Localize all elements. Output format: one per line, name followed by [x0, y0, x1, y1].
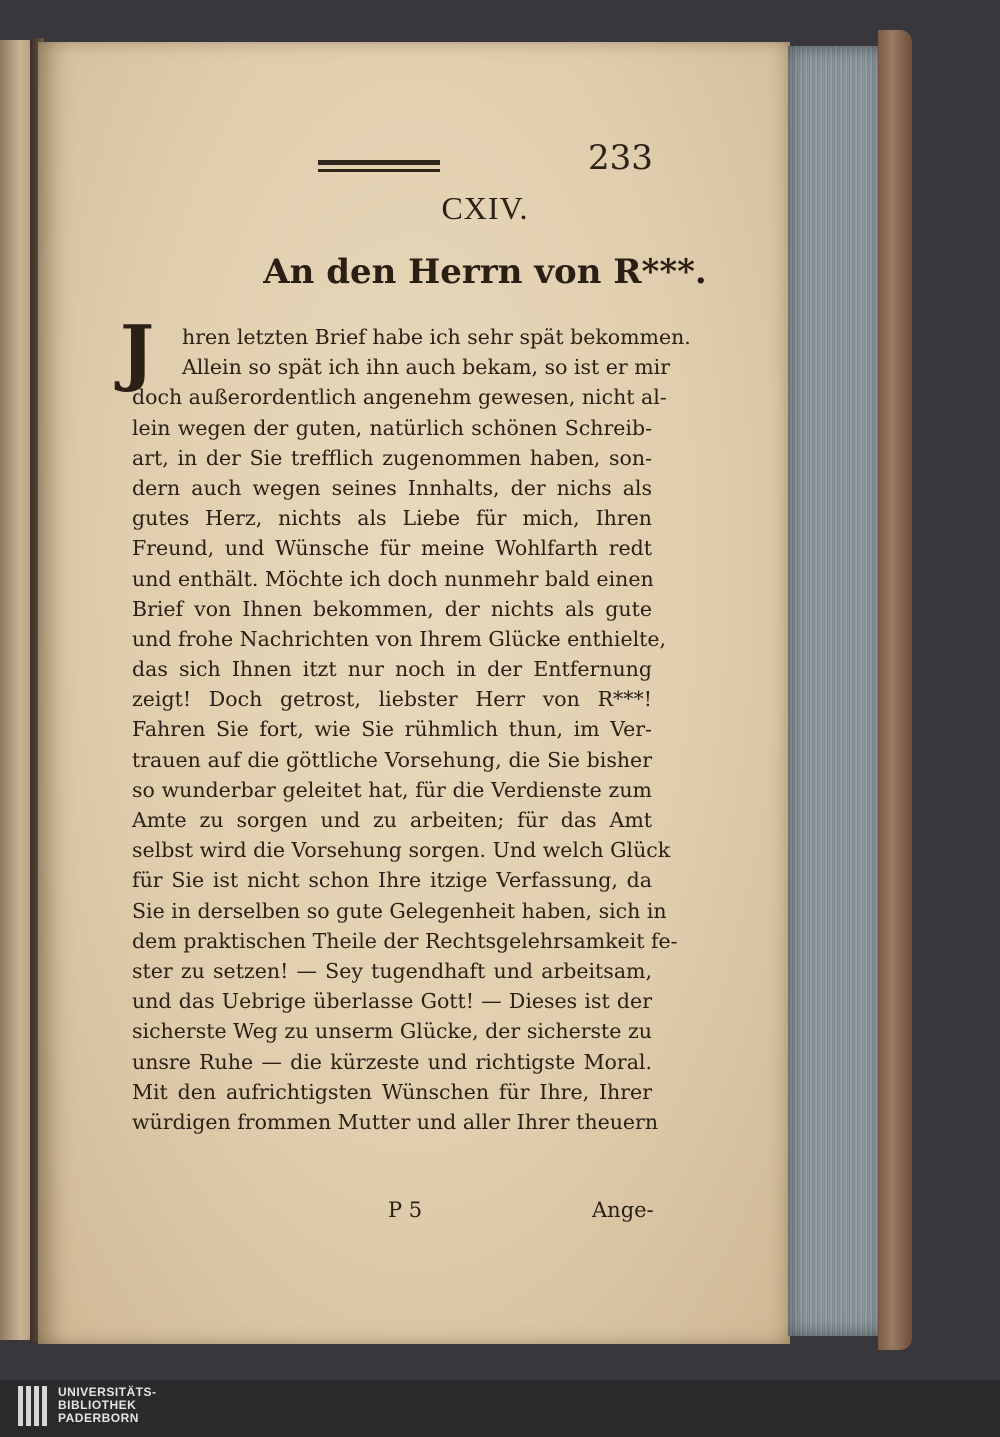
text-line: unsre Ruhe — die kürzeste und richtigste Moral.	[132, 1049, 652, 1074]
text-line: das sich Ihnen itzt nur noch in der Entfernung	[132, 657, 652, 682]
text-line: und das Uebrige überlasse Gott! — Dieses ist der	[132, 989, 652, 1014]
text-line: gutes Herz, nichts als Liebe für mich, Ihren	[132, 506, 652, 531]
text-line: hren letzten Brief habe ich sehr spät bekommen.	[182, 325, 691, 349]
text-line: Freund, und Wünsche für meine Wohlfarth redt	[132, 536, 652, 561]
text-line: Brief von Ihnen bekommen, der nichts als gute	[132, 596, 652, 621]
text-line: so wunderbar geleitet hat, für die Verdienste zum	[132, 777, 652, 802]
text-line: Amte zu sorgen und zu arbeiten; für das Amt	[132, 808, 652, 832]
text-line: selbst wird die Vorsehung sorgen. Und welch Glück	[132, 838, 671, 863]
text-line: für Sie ist nicht schon Ihre itzige Verfassung, da	[132, 868, 652, 893]
footer-bar	[0, 1380, 1000, 1437]
text-line: Mit den aufrichtigsten Wünschen für Ihre, Ihrer	[132, 1079, 652, 1104]
catchword: Ange-	[592, 1198, 654, 1222]
library-name-line: UNIVERSITÄTS-	[58, 1385, 157, 1399]
library-name-line: PADERBORN	[58, 1411, 139, 1425]
text-line: lein wegen der guten, natürlich schönen Schreib-	[132, 415, 652, 440]
text-line: dem praktischen Theile der Rechtsgelehrsamkeit fe-	[132, 928, 678, 953]
letter-heading: An den Herrn von R***.	[263, 252, 707, 292]
text-line: und enthält. Möchte ich doch nunmehr bald einen	[132, 566, 654, 591]
library-name-line: BIBLIOTHEK	[58, 1398, 137, 1412]
text-line: Sie in derselben so gute Gelegenheit haben, sich in	[132, 898, 667, 923]
library-name	[58, 1386, 157, 1425]
left-page-edge	[0, 40, 34, 1340]
text-line: dern auch wegen seines Innhalts, der nichs als	[132, 475, 652, 500]
text-line: Allein so spät ich ihn auch bekam, so ist er mir	[182, 355, 671, 380]
text-line: und frohe Nachrichten von Ihrem Glücke enthielte,	[132, 626, 667, 651]
drop-cap-initial: J	[120, 309, 155, 394]
signature-mark: P 5	[388, 1198, 423, 1222]
page-block-edges	[788, 46, 884, 1336]
letter-body	[132, 322, 691, 1137]
text-line: trauen auf die göttliche Vorsehung, die Sie bisher	[132, 747, 652, 772]
page-number: 233	[588, 138, 653, 178]
chapter-number: CXIV.	[441, 190, 529, 226]
text-line: art, in der Sie trefflich zugenommen haben, son-	[132, 445, 652, 470]
university-library-logo-icon	[18, 1386, 50, 1426]
text-line: doch außerordentlich angenehm gewesen, nicht al-	[132, 385, 667, 410]
text-line: zeigt! Doch getrost, liebster Herr von R***!	[132, 687, 652, 712]
header-rule	[318, 160, 440, 176]
text-line: ster zu setzen! — Sey tugendhaft und arbeitsam,	[132, 958, 652, 983]
book-cover-edge	[878, 30, 912, 1350]
text-line: Fahren Sie fort, wie Sie rühmlich thun, im Ver-	[132, 717, 652, 742]
text-line: würdigen frommen Mutter und aller Ihrer theuern	[132, 1109, 659, 1134]
text-line: sicherste Weg zu unserm Glücke, der sicherste zu	[132, 1019, 652, 1044]
